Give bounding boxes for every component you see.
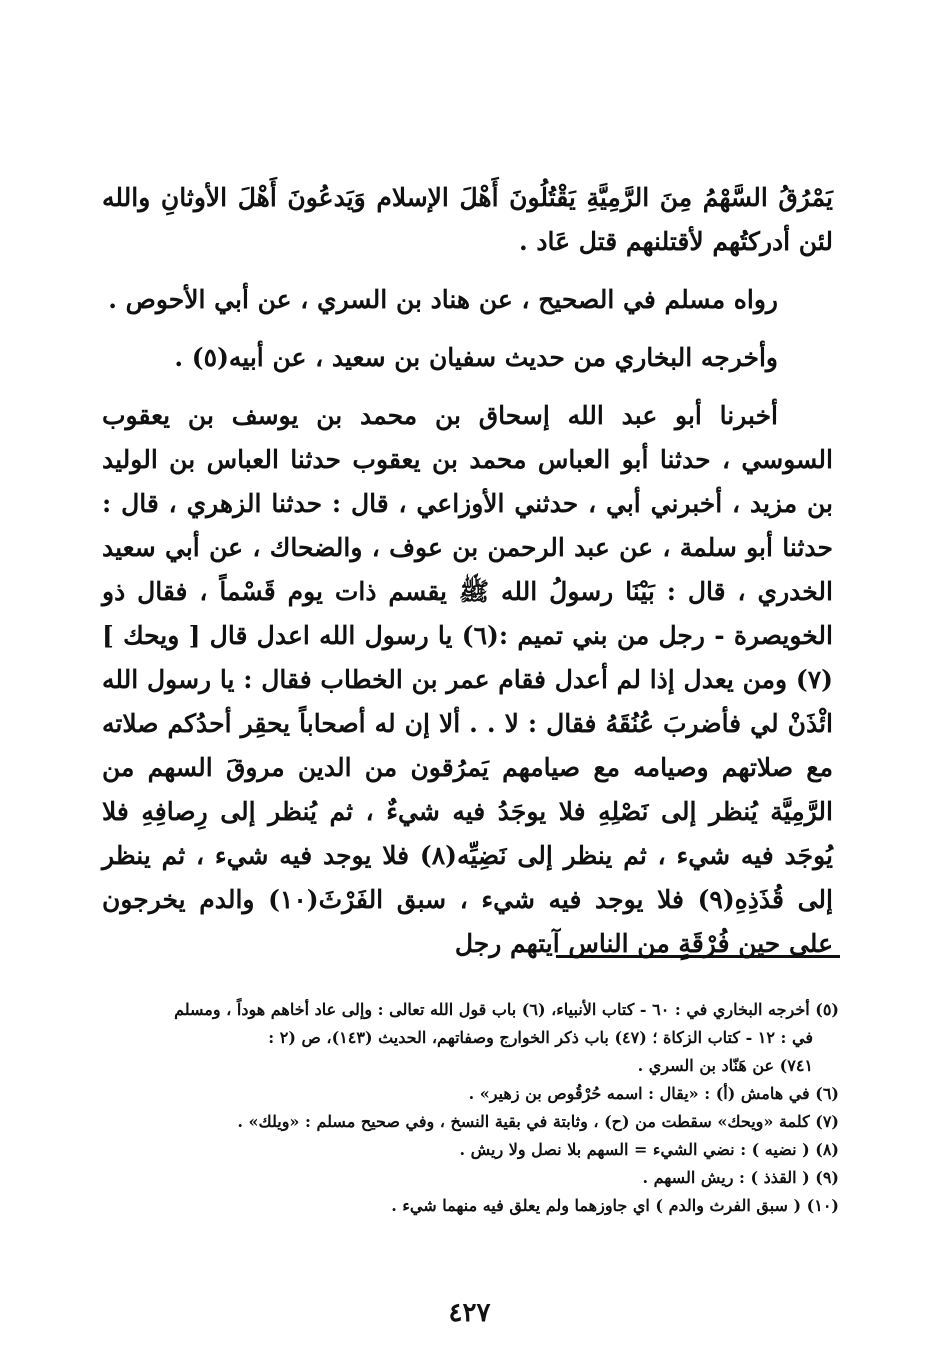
footnote-line: (٨) ( نضيه ) : نضي الشيء = السهم بلا نصل ولا ريش . [459,1140,839,1159]
footnote-line: (٦) في هامش (أ) : «يقال : اسمه حُرْقُوص بن زهير» . [468,1084,839,1103]
footnote-line: (٥) أخرجه البخاري في : ٦٠ - كتاب الأنبياء، (٦) باب قول الله تعالى : وإلى عاد أخاهم هوداً ، ومسلم [174,1000,839,1019]
hadith-paragraph-4: أخبرنا أبو عبد الله إسحاق بن محمد بن يوسف بن يعقوب السوسي ، حدثنا أبو العباس محمد بن يعقوب حدثنا العباس بن الوليد بن مزيد ، أخبرني أبي ، حدثني الأوزاعي ، قال : حدثنا الزهري ، قال : حدثنا أبو سلمة ، عن عبد الرحمن بن عوف ، والضحاك ، عن أبي سعيد الخدري ، قال : بَيْنَا رسولُ الله ﷺ يقسم ذات يوم قَسْماً ، فقال ذو الخويصرة - رجل من بني تميم :(٦) يا رسول الله اعدل قال [ ويحك ](٧) ومن يعدل إذا لم أعدل فقام عمر بن الخطاب فقال : يا رسول الله ائْذَنْ لي فأضربَ عُنُقَهُ فقال : لا . . ألا إن له أصحاباً يحقِر أحدُكم صلاته مع صلاتهم وصيامه مع صيامهم يَمرُقون من الدين مروقَ السهم من الرَّمِيَّة يُنظر إلى نَصْلِهِ فلا يوجَدُ فيه شيءٌ ، ثم يُنظر إلى رِصافِهِ فلا يُوجَد فيه شيء ، ثم ينظر إلى نَضِيِّه(٨) فلا يوجد فيه شيء ، ثم ينظر إلى قُذَذِهِ(٩) فلا يوجد فيه شيء ، سبق الفَرْثَ(١٠) والدم يخرجون على حين فُرْقَةٍ من الناس آيتهم رجل [102,401,833,958]
footnote-line: (٧) كلمة «ويحك» سقطت من (ح) ، وثابتة في بقية النسخ ، وفي صحيح مسلم : «ويلك» . [237,1112,839,1131]
hadith-paragraph-3: وأخرجه البخاري من حديث سفيان بن سعيد ، عن أبيه(٥) . [174,343,778,372]
footnotes [102,996,839,1220]
hadith-paragraph-2: رواه مسلم في الصحيح ، عن هناد بن السري ، عن أبي الأحوص . [108,285,778,314]
footnote-divider [556,955,840,958]
main-text [102,176,833,966]
footnote-line: ٧٤١) عن هَنّاد بن السري . [637,1056,813,1075]
page-number: ٤٢٧ [448,1298,491,1328]
footnote-line: في : ١٢ - كتاب الزكاة ؛ (٤٧) باب ذكر الخوارج وصفاتهم، الحديث (١٤٣)، ص (٢ : [268,1028,813,1047]
hadith-paragraph-1: يَمْرُقُ السَّهْمُ مِنَ الرَّمِيَّةِ يَقْتُلُونَ أَهْلَ الإسلام وَيَدعُونَ أَهْلَ الأوثانِ والله لئن أدركتُهم لأقتلنهم قتل عَاد . [102,183,833,256]
footnote-line: (١٠) ( سبق الفرث والدم ) اي جاوزهما ولم يعلق فيه منهما شيء . [391,1196,839,1215]
footnote-line: (٩) ( القذذ ) : ريش السهم . [642,1168,839,1187]
